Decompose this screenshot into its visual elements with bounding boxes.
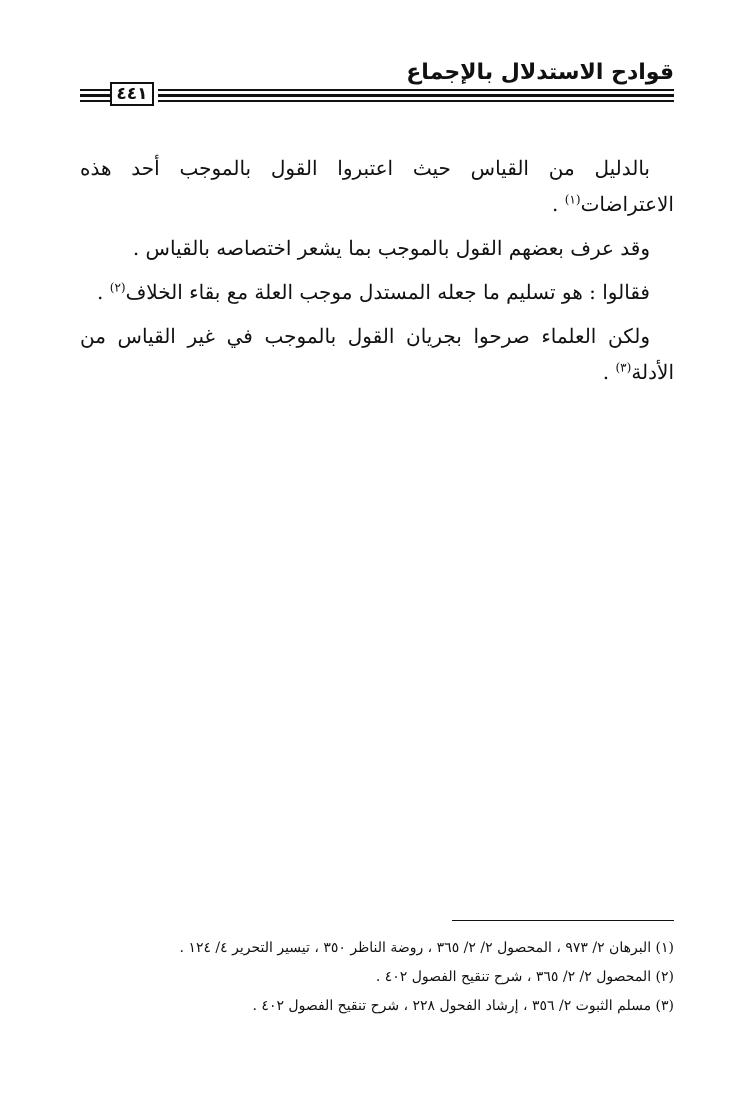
paragraph-end: . [97,280,110,304]
footnote: (٣) مسلم الثبوت ٢/ ٣٥٦ ، إرشاد الفحول ٢٢٨ ، شرح تنقيح الفصول ٤٠٢ . [252,998,674,1014]
paragraph-end: . [552,192,565,216]
footnote-reference: (٢) [109,280,126,295]
paragraph-text: وقد عرف بعضهم القول بالموجب بما يشعر اختصاصه بالقياس . [132,236,650,260]
paragraph-text: ولكن العلماء صرحوا بجريان القول بالموجب في غير القياس من الأدلة [80,324,674,384]
paragraph [80,318,674,390]
paragraph [80,274,674,310]
paragraph-text: فقالوا : هو تسليم ما جعله المستدل موجب العلة مع بقاء الخلاف [125,280,650,304]
paragraph [80,230,674,266]
footnote-reference: (٣) [615,360,632,375]
footnote: (٢) المحصول ٢/ ٢/ ٣٦٥ ، شرح تنقيح الفصول ٤٠٢ . [375,969,674,985]
paragraph-text: بالدليل من القياس حيث اعتبروا القول بالموجب أحد هذه الاعتراضات [80,156,674,216]
footnote: (١) البرهان ٢/ ٩٧٣ ، المحصول ٢/ ٢/ ٣٦٥ ، روضة الناظر ٣٥٠ ، تيسير التحرير ٤/ ١٢٤ . [179,940,674,956]
footnotes [80,934,674,1021]
main-text [80,150,674,390]
paragraph-end: . [602,360,616,384]
header-rule-left [80,89,110,103]
running-header-title: قوادح الاستدلال بالإجماع [406,60,674,85]
page-number: ٤٤١ [110,82,154,106]
footnote-reference: (١) [564,192,581,207]
header-rule-right [158,89,674,103]
paragraph [80,150,674,222]
footnote-separator [452,920,674,921]
